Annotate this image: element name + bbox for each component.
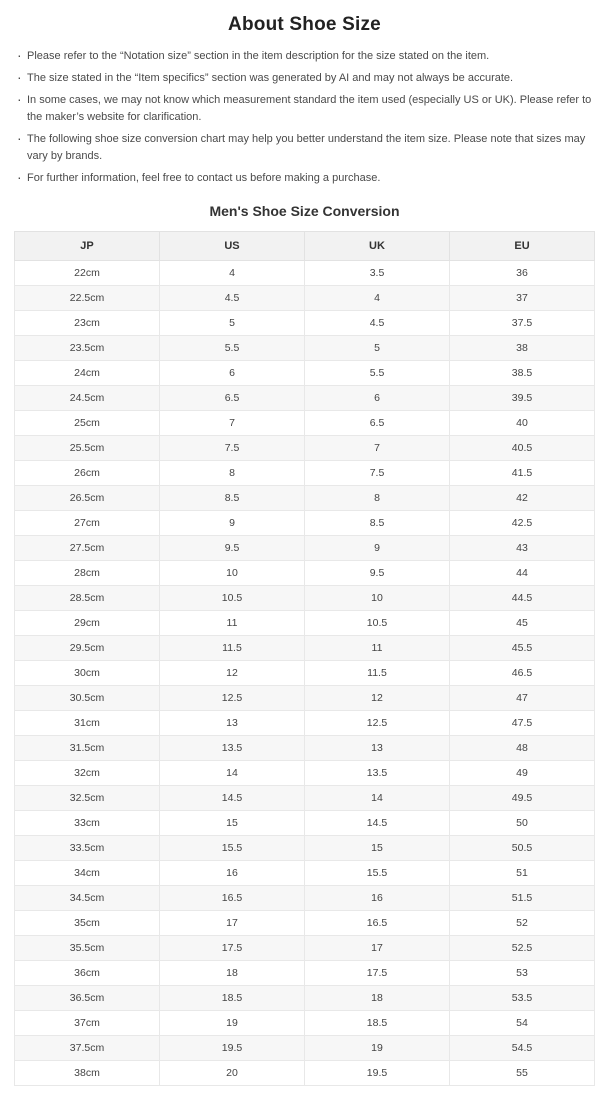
table-cell: 10.5 — [305, 611, 450, 636]
table-cell: 47.5 — [450, 711, 595, 736]
table-row — [15, 486, 595, 511]
table-cell: 19.5 — [160, 1036, 305, 1061]
table-cell: 9.5 — [160, 536, 305, 561]
table-cell: 53.5 — [450, 986, 595, 1011]
table-cell: 6.5 — [305, 411, 450, 436]
column-header-eu: EU — [450, 232, 595, 261]
table-cell: 16.5 — [160, 886, 305, 911]
page-title: About Shoe Size — [228, 14, 381, 35]
table-cell: 36.5cm — [15, 986, 160, 1011]
table-row — [15, 786, 595, 811]
table-cell: 7.5 — [305, 461, 450, 486]
note-item: · In some cases, we may not know which measurement standard the item used (especially US or UK). Please refer to the maker’s website for clarification. — [16, 92, 595, 126]
table-cell: 8 — [305, 486, 450, 511]
table-cell: 27cm — [15, 511, 160, 536]
table-cell: 32.5cm — [15, 786, 160, 811]
table-row — [15, 836, 595, 861]
table-cell: 38 — [450, 336, 595, 361]
table-cell: 31.5cm — [15, 736, 160, 761]
table-cell: 42.5 — [450, 511, 595, 536]
table-cell: 23.5cm — [15, 336, 160, 361]
table-cell: 53 — [450, 961, 595, 986]
table-cell: 11.5 — [305, 661, 450, 686]
table-row — [15, 736, 595, 761]
table-cell: 52 — [450, 911, 595, 936]
table-cell: 9 — [160, 511, 305, 536]
table-cell: 12 — [160, 661, 305, 686]
table-cell: 12 — [305, 686, 450, 711]
table-cell: 6 — [305, 386, 450, 411]
table-cell: 5 — [305, 336, 450, 361]
table-cell: 15.5 — [305, 861, 450, 886]
table-row — [15, 1011, 595, 1036]
table-cell: 54 — [450, 1011, 595, 1036]
table-cell: 19 — [160, 1011, 305, 1036]
table-cell: 42 — [450, 486, 595, 511]
table-cell: 28.5cm — [15, 586, 160, 611]
table-cell: 8.5 — [160, 486, 305, 511]
table-cell: 44.5 — [450, 586, 595, 611]
table-cell: 18 — [160, 961, 305, 986]
table-cell: 13.5 — [305, 761, 450, 786]
table-cell: 51.5 — [450, 886, 595, 911]
table-cell: 14.5 — [160, 786, 305, 811]
table-cell: 26cm — [15, 461, 160, 486]
table-row — [15, 911, 595, 936]
table-cell: 11 — [305, 636, 450, 661]
table-cell: 38cm — [15, 1061, 160, 1086]
table-cell: 3.5 — [305, 261, 450, 286]
table-cell: 6 — [160, 361, 305, 386]
table-cell: 14 — [160, 761, 305, 786]
table-cell: 38.5 — [450, 361, 595, 386]
table-row — [15, 411, 595, 436]
table-cell: 35.5cm — [15, 936, 160, 961]
table-cell: 29cm — [15, 611, 160, 636]
table-cell: 43 — [450, 536, 595, 561]
table-cell: 4 — [160, 261, 305, 286]
table-row — [15, 286, 595, 311]
column-header-jp: JP — [15, 232, 160, 261]
table-cell: 5 — [160, 311, 305, 336]
table-cell: 36cm — [15, 961, 160, 986]
table-cell: 41.5 — [450, 461, 595, 486]
table-cell: 37 — [450, 286, 595, 311]
table-cell: 20 — [160, 1061, 305, 1086]
table-cell: 48 — [450, 736, 595, 761]
table-cell: 16 — [305, 886, 450, 911]
table-row — [15, 461, 595, 486]
table-cell: 54.5 — [450, 1036, 595, 1061]
note-item: · The size stated in the “Item specifics” section was generated by AI and may not always be accurate. — [16, 70, 595, 87]
table-row — [15, 586, 595, 611]
table-cell: 14 — [305, 786, 450, 811]
table-cell: 52.5 — [450, 936, 595, 961]
table-cell: 13 — [305, 736, 450, 761]
table-cell: 4.5 — [160, 286, 305, 311]
size-conversion-table — [14, 231, 595, 1086]
table-row — [15, 261, 595, 286]
table-row — [15, 511, 595, 536]
table-cell: 8.5 — [305, 511, 450, 536]
table-row — [15, 1036, 595, 1061]
table-cell: 22cm — [15, 261, 160, 286]
table-cell: 34.5cm — [15, 886, 160, 911]
table-row — [15, 711, 595, 736]
table-cell: 18.5 — [160, 986, 305, 1011]
table-cell: 23cm — [15, 311, 160, 336]
table-cell: 40 — [450, 411, 595, 436]
table-cell: 37.5cm — [15, 1036, 160, 1061]
table-cell: 8 — [160, 461, 305, 486]
table-cell: 40.5 — [450, 436, 595, 461]
table-cell: 12.5 — [305, 711, 450, 736]
notes-list — [16, 48, 595, 187]
table-row — [15, 536, 595, 561]
table-body — [15, 261, 595, 1086]
table-cell: 51 — [450, 861, 595, 886]
table-cell: 18.5 — [305, 1011, 450, 1036]
table-cell: 17 — [305, 936, 450, 961]
table-cell: 17.5 — [160, 936, 305, 961]
table-cell: 49.5 — [450, 786, 595, 811]
table-cell: 5.5 — [160, 336, 305, 361]
table-cell: 50.5 — [450, 836, 595, 861]
table-cell: 33.5cm — [15, 836, 160, 861]
table-cell: 17.5 — [305, 961, 450, 986]
table-cell: 31cm — [15, 711, 160, 736]
table-cell: 34cm — [15, 861, 160, 886]
table-row — [15, 361, 595, 386]
table-cell: 13 — [160, 711, 305, 736]
table-cell: 10 — [160, 561, 305, 586]
table-cell: 24cm — [15, 361, 160, 386]
note-item: · Please refer to the “Notation size” section in the item description for the size stated on the item. — [16, 48, 595, 65]
table-cell: 37.5 — [450, 311, 595, 336]
table-cell: 36 — [450, 261, 595, 286]
table-cell: 6.5 — [160, 386, 305, 411]
table-cell: 30cm — [15, 661, 160, 686]
table-row — [15, 861, 595, 886]
table-cell: 25.5cm — [15, 436, 160, 461]
table-header — [15, 232, 595, 261]
table-cell: 19 — [305, 1036, 450, 1061]
table-cell: 15 — [160, 811, 305, 836]
table-cell: 7 — [160, 411, 305, 436]
table-cell: 29.5cm — [15, 636, 160, 661]
table-cell: 22.5cm — [15, 286, 160, 311]
table-cell: 9 — [305, 536, 450, 561]
table-row — [15, 436, 595, 461]
table-cell: 11 — [160, 611, 305, 636]
note-item: · For further information, feel free to contact us before making a purchase. — [16, 170, 595, 187]
table-cell: 7 — [305, 436, 450, 461]
table-row — [15, 636, 595, 661]
table-cell: 39.5 — [450, 386, 595, 411]
table-row — [15, 661, 595, 686]
table-cell: 37cm — [15, 1011, 160, 1036]
table-caption: Men's Shoe Size Conversion — [209, 203, 400, 219]
table-cell: 10.5 — [160, 586, 305, 611]
table-row — [15, 761, 595, 786]
table-cell: 18 — [305, 986, 450, 1011]
table-cell: 12.5 — [160, 686, 305, 711]
column-header-us: US — [160, 232, 305, 261]
table-cell: 35cm — [15, 911, 160, 936]
table-cell: 45.5 — [450, 636, 595, 661]
table-cell: 5.5 — [305, 361, 450, 386]
table-row — [15, 811, 595, 836]
table-cell: 45 — [450, 611, 595, 636]
table-cell: 11.5 — [160, 636, 305, 661]
table-cell: 50 — [450, 811, 595, 836]
table-cell: 47 — [450, 686, 595, 711]
table-cell: 25cm — [15, 411, 160, 436]
table-cell: 27.5cm — [15, 536, 160, 561]
column-header-uk: UK — [305, 232, 450, 261]
note-item: · The following shoe size conversion chart may help you better understand the item size. Please note that sizes may vary by brands. — [16, 131, 595, 165]
table-cell: 10 — [305, 586, 450, 611]
table-cell: 49 — [450, 761, 595, 786]
table-cell: 32cm — [15, 761, 160, 786]
table-row — [15, 561, 595, 586]
table-cell: 44 — [450, 561, 595, 586]
table-header-row — [15, 232, 595, 261]
table-row — [15, 611, 595, 636]
table-cell: 9.5 — [305, 561, 450, 586]
table-cell: 33cm — [15, 811, 160, 836]
table-cell: 28cm — [15, 561, 160, 586]
table-cell: 16 — [160, 861, 305, 886]
table-cell: 24.5cm — [15, 386, 160, 411]
table-row — [15, 986, 595, 1011]
table-cell: 26.5cm — [15, 486, 160, 511]
table-cell: 4.5 — [305, 311, 450, 336]
table-cell: 55 — [450, 1061, 595, 1086]
table-cell: 19.5 — [305, 1061, 450, 1086]
table-cell: 16.5 — [305, 911, 450, 936]
table-row — [15, 886, 595, 911]
table-cell: 46.5 — [450, 661, 595, 686]
table-cell: 13.5 — [160, 736, 305, 761]
table-row — [15, 386, 595, 411]
table-cell: 30.5cm — [15, 686, 160, 711]
table-cell: 15 — [305, 836, 450, 861]
table-cell: 7.5 — [160, 436, 305, 461]
table-row — [15, 686, 595, 711]
table-row — [15, 311, 595, 336]
table-row — [15, 1061, 595, 1086]
table-row — [15, 336, 595, 361]
table-cell: 17 — [160, 911, 305, 936]
table-row — [15, 961, 595, 986]
table-row — [15, 936, 595, 961]
table-cell: 15.5 — [160, 836, 305, 861]
table-cell: 14.5 — [305, 811, 450, 836]
table-cell: 4 — [305, 286, 450, 311]
